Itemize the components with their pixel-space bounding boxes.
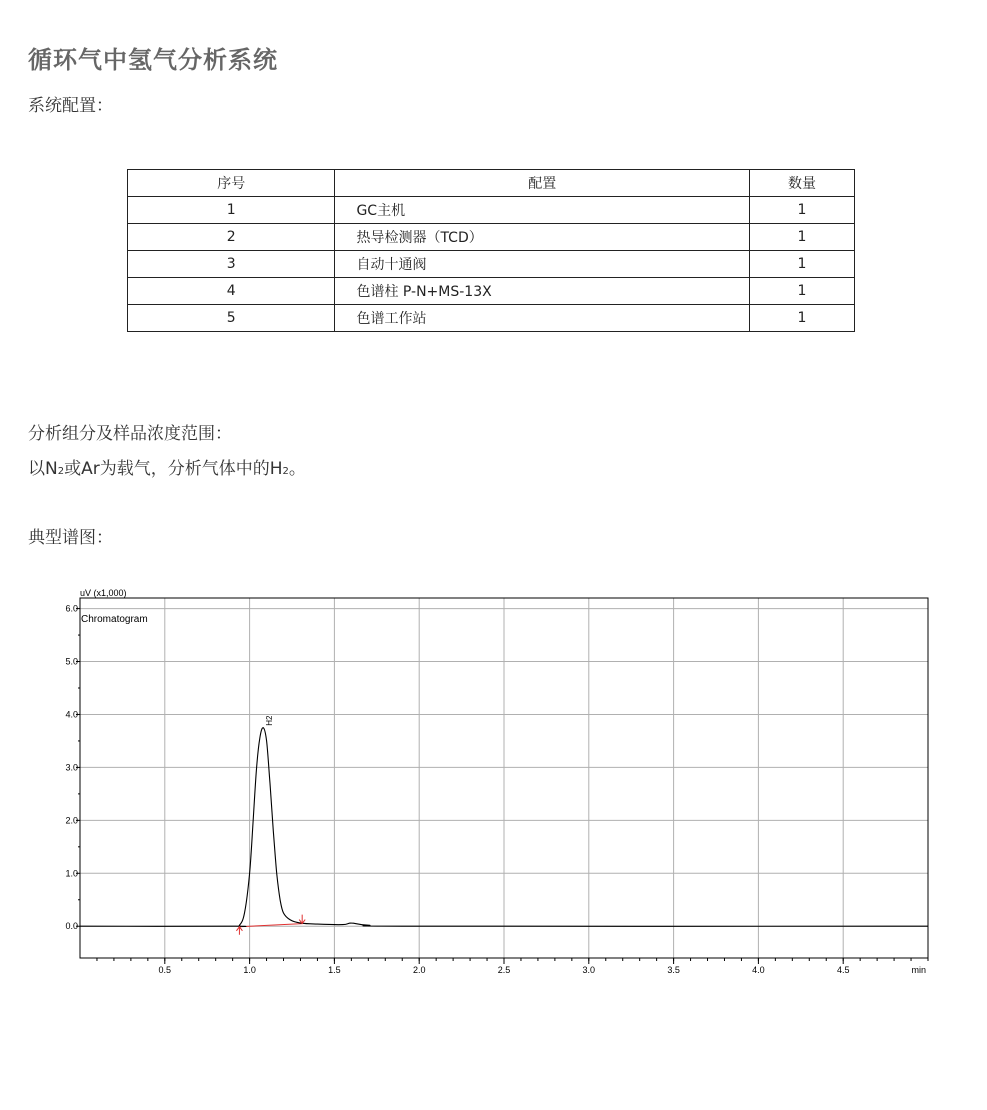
components-text [28,454,306,479]
cell-no: 3 [128,251,335,278]
table-header-row [128,170,855,197]
ytick-label: 0.0 [65,921,78,932]
cell-config: 自动十通阀 [335,251,750,278]
table-row [128,197,855,224]
ytick-label: 3.0 [65,762,78,773]
ytick-label: 5.0 [65,656,78,667]
cell-no: 1 [128,197,335,224]
components-label: 分析组分及样品浓度范围： [28,424,232,444]
xtick-label: 0.5 [158,965,172,975]
peak-label-h2: H2 [265,715,275,726]
cell-qty: 1 [750,305,855,332]
xtick-label: 2.0 [412,965,426,975]
components-text-part2: 或Ar为载气，分析气体中的H [64,459,283,479]
cell-qty: 1 [750,197,855,224]
col-header-qty: 数量 [750,170,855,197]
xtick-label: 3.0 [582,965,596,975]
chart-ytick-labels [65,604,78,932]
xtick-label: 4.0 [752,965,765,975]
xtick-label: 4.5 [836,965,850,975]
chart-xtick-labels [159,965,850,975]
components-text-sub1: 2 [57,466,65,477]
ytick-label: 2.0 [65,815,78,826]
cell-no: 2 [128,224,335,251]
cell-config: 热导检测器（TCD） [335,224,750,251]
xtick-label: 1.5 [328,965,341,975]
table-row [128,305,855,332]
chart-ylabel: uV (x1,000) [80,588,127,598]
chart-grid [80,598,928,958]
components-text-part1: 以N [28,459,58,479]
table-row [128,251,855,278]
cell-qty: 1 [750,278,855,305]
ytick-label: 6.0 [65,603,78,614]
chromatogram-chart [0,580,987,1000]
cell-qty: 1 [750,224,855,251]
page-title: 循环气中氢气分析系统 [28,46,278,74]
xtick-label: 3.5 [667,965,680,975]
col-header-config: 配置 [335,170,750,197]
cell-no: 5 [128,305,335,332]
cell-config: GC主机 [335,197,750,224]
table-row [128,278,855,305]
ytick-label: 4.0 [65,709,78,720]
config-label: 系统配置： [28,96,113,116]
col-header-no: 序号 [128,170,335,197]
peak-end-marker [299,915,305,924]
cell-config: 色谱工作站 [335,305,750,332]
spectrum-label: 典型谱图： [28,528,113,548]
cell-no: 4 [128,278,335,305]
xtick-label: 1.0 [243,965,256,975]
config-table [127,169,855,332]
components-text-part3: 。 [288,459,306,479]
peak-start-marker [236,927,242,935]
ytick-label: 1.0 [65,868,78,879]
chart-xlabel: min [911,965,926,975]
cell-config: 色谱柱 P-N+MS-13X [335,278,750,305]
xtick-label: 2.5 [497,965,511,975]
table-row [128,224,855,251]
components-text-sub2: 2 [282,466,289,477]
chart-title: Chromatogram [81,614,148,625]
cell-qty: 1 [750,251,855,278]
